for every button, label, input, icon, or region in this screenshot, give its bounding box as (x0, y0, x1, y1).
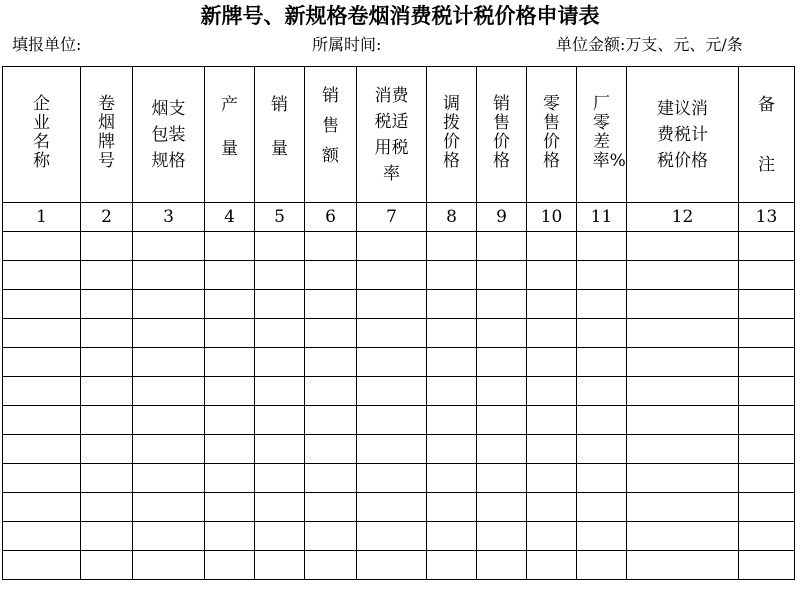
empty-cell[interactable] (477, 551, 527, 580)
empty-cell[interactable] (3, 406, 81, 435)
empty-cell[interactable] (477, 261, 527, 290)
column-number: 10 (527, 203, 577, 232)
empty-cell[interactable] (627, 290, 739, 319)
empty-cell[interactable] (255, 435, 305, 464)
empty-cell[interactable] (577, 348, 627, 377)
empty-cell[interactable] (527, 435, 577, 464)
table-row (3, 464, 795, 493)
empty-cell[interactable] (255, 522, 305, 551)
empty-cell[interactable] (255, 319, 305, 348)
column-number: 11 (577, 203, 627, 232)
empty-cell[interactable] (3, 522, 81, 551)
empty-cell[interactable] (739, 435, 795, 464)
empty-cell[interactable] (357, 348, 427, 377)
amount-unit-label: 单位金额:万支、元、元/条 (556, 35, 743, 54)
empty-cell[interactable] (3, 377, 81, 406)
empty-cell[interactable] (3, 551, 81, 580)
empty-cell[interactable] (205, 435, 255, 464)
empty-cell[interactable] (81, 406, 133, 435)
empty-cell[interactable] (577, 377, 627, 406)
empty-cell[interactable] (477, 290, 527, 319)
column-number: 12 (627, 203, 739, 232)
empty-cell[interactable] (527, 377, 577, 406)
empty-cell[interactable] (255, 377, 305, 406)
column-number: 1 (3, 203, 81, 232)
empty-cell[interactable] (205, 551, 255, 580)
empty-cell[interactable] (527, 232, 577, 261)
application-table (2, 66, 795, 580)
empty-cell[interactable] (305, 319, 357, 348)
empty-cell[interactable] (527, 290, 577, 319)
empty-cell[interactable] (739, 348, 795, 377)
empty-cell[interactable] (527, 464, 577, 493)
empty-cell[interactable] (305, 290, 357, 319)
empty-cell[interactable] (627, 522, 739, 551)
empty-cell[interactable] (305, 493, 357, 522)
empty-cell[interactable] (357, 493, 427, 522)
empty-cell[interactable] (81, 493, 133, 522)
empty-cell[interactable] (627, 232, 739, 261)
empty-cell[interactable] (3, 493, 81, 522)
table-row (3, 377, 795, 406)
header-cell-brand: 卷烟牌号 (81, 67, 133, 203)
empty-cell[interactable] (627, 493, 739, 522)
empty-cell[interactable] (739, 406, 795, 435)
empty-cell[interactable] (205, 348, 255, 377)
empty-cell[interactable] (205, 493, 255, 522)
empty-cell[interactable] (305, 261, 357, 290)
empty-cell[interactable] (205, 377, 255, 406)
empty-cell[interactable] (527, 406, 577, 435)
empty-cell[interactable] (3, 290, 81, 319)
empty-cell[interactable] (477, 348, 527, 377)
empty-cell[interactable] (133, 261, 205, 290)
empty-cell[interactable] (739, 493, 795, 522)
empty-cell[interactable] (133, 522, 205, 551)
empty-cell[interactable] (81, 319, 133, 348)
column-number: 13 (739, 203, 795, 232)
empty-cell[interactable] (357, 406, 427, 435)
empty-cell[interactable] (357, 290, 427, 319)
empty-cell[interactable] (739, 319, 795, 348)
empty-cell[interactable] (81, 464, 133, 493)
empty-cell[interactable] (357, 464, 427, 493)
empty-cell[interactable] (477, 232, 527, 261)
empty-cell[interactable] (427, 551, 477, 580)
empty-cell[interactable] (427, 406, 477, 435)
empty-cell[interactable] (739, 290, 795, 319)
empty-cell[interactable] (357, 551, 427, 580)
empty-cell[interactable] (627, 377, 739, 406)
empty-cell[interactable] (477, 493, 527, 522)
empty-cell[interactable] (305, 551, 357, 580)
empty-cell[interactable] (81, 348, 133, 377)
empty-cell[interactable] (427, 232, 477, 261)
empty-cell[interactable] (627, 464, 739, 493)
empty-cell[interactable] (477, 319, 527, 348)
empty-cell[interactable] (477, 464, 527, 493)
empty-cell[interactable] (133, 377, 205, 406)
empty-cell[interactable] (427, 290, 477, 319)
empty-cell[interactable] (577, 406, 627, 435)
empty-cell[interactable] (577, 551, 627, 580)
empty-cell[interactable] (627, 551, 739, 580)
empty-cell[interactable] (255, 406, 305, 435)
empty-cell[interactable] (133, 551, 205, 580)
empty-cell[interactable] (357, 377, 427, 406)
header-cell-sales-amount: 销售额 (305, 67, 357, 203)
table-row (3, 232, 795, 261)
empty-cell[interactable] (357, 232, 427, 261)
empty-cell[interactable] (133, 493, 205, 522)
empty-cell[interactable] (577, 319, 627, 348)
table-row (3, 319, 795, 348)
empty-cell[interactable] (255, 232, 305, 261)
empty-cell[interactable] (527, 319, 577, 348)
empty-cell[interactable] (81, 551, 133, 580)
empty-cell[interactable] (357, 319, 427, 348)
empty-cell[interactable] (305, 522, 357, 551)
header-row (3, 67, 795, 203)
empty-cell[interactable] (627, 319, 739, 348)
empty-cell[interactable] (81, 232, 133, 261)
table-row (3, 551, 795, 580)
table-row (3, 261, 795, 290)
empty-cell[interactable] (133, 319, 205, 348)
table-row (3, 435, 795, 464)
column-number: 3 (133, 203, 205, 232)
header-cell-margin-rate: 厂零差率% (577, 67, 627, 203)
header-cell-company: 企业名称 (3, 67, 81, 203)
header-cell-pack-spec: 烟支包装规格 (133, 67, 205, 203)
empty-cell[interactable] (255, 464, 305, 493)
column-number: 7 (357, 203, 427, 232)
header-cell-sales-price: 销售价格 (477, 67, 527, 203)
column-number: 2 (81, 203, 133, 232)
empty-cell[interactable] (577, 464, 627, 493)
empty-cell[interactable] (205, 522, 255, 551)
empty-cell[interactable] (305, 377, 357, 406)
empty-cell[interactable] (305, 435, 357, 464)
empty-cell[interactable] (577, 290, 627, 319)
empty-cell[interactable] (133, 348, 205, 377)
empty-cell[interactable] (527, 551, 577, 580)
empty-cell[interactable] (81, 377, 133, 406)
empty-cell[interactable] (427, 464, 477, 493)
empty-cell[interactable] (357, 261, 427, 290)
empty-cell[interactable] (133, 435, 205, 464)
empty-cell[interactable] (205, 232, 255, 261)
empty-cell[interactable] (739, 464, 795, 493)
empty-cell[interactable] (357, 522, 427, 551)
empty-cell[interactable] (577, 435, 627, 464)
empty-cell[interactable] (739, 232, 795, 261)
empty-cell[interactable] (255, 290, 305, 319)
empty-cell[interactable] (577, 522, 627, 551)
empty-cell[interactable] (739, 522, 795, 551)
empty-cell[interactable] (3, 435, 81, 464)
empty-cell[interactable] (427, 435, 477, 464)
empty-cell[interactable] (255, 493, 305, 522)
empty-cell[interactable] (627, 261, 739, 290)
header-cell-remarks: 备注 (739, 67, 795, 203)
empty-cell[interactable] (81, 290, 133, 319)
empty-cell[interactable] (205, 290, 255, 319)
empty-cell[interactable] (205, 464, 255, 493)
empty-cell[interactable] (527, 348, 577, 377)
empty-cell[interactable] (3, 261, 81, 290)
empty-cell[interactable] (739, 551, 795, 580)
empty-cell[interactable] (205, 261, 255, 290)
fill-unit-label: 填报单位: (12, 35, 82, 54)
empty-cell[interactable] (81, 435, 133, 464)
empty-cell[interactable] (3, 319, 81, 348)
period-label: 所属时间: (312, 35, 382, 54)
empty-cell[interactable] (427, 261, 477, 290)
header-cell-suggested-price: 建议消费税计税价格 (627, 67, 739, 203)
empty-cell[interactable] (255, 261, 305, 290)
header-cell-tax-rate: 消费税适用税率 (357, 67, 427, 203)
empty-cell[interactable] (3, 464, 81, 493)
empty-cell[interactable] (477, 377, 527, 406)
table-row (3, 406, 795, 435)
table-row (3, 348, 795, 377)
empty-cell[interactable] (477, 435, 527, 464)
empty-cell[interactable] (577, 493, 627, 522)
header-cell-sales-volume: 销量 (255, 67, 305, 203)
empty-cell[interactable] (3, 348, 81, 377)
empty-cell[interactable] (305, 464, 357, 493)
table-row (3, 522, 795, 551)
empty-cell[interactable] (81, 261, 133, 290)
empty-cell[interactable] (627, 406, 739, 435)
empty-cell[interactable] (427, 319, 477, 348)
table-row (3, 290, 795, 319)
empty-cell[interactable] (205, 319, 255, 348)
empty-cell[interactable] (427, 493, 477, 522)
empty-cell[interactable] (255, 348, 305, 377)
empty-cell[interactable] (133, 232, 205, 261)
empty-cell[interactable] (527, 261, 577, 290)
empty-cell[interactable] (3, 232, 81, 261)
column-number-row (3, 203, 795, 232)
empty-cell[interactable] (427, 348, 477, 377)
empty-cell[interactable] (255, 551, 305, 580)
table-row (3, 493, 795, 522)
empty-cell[interactable] (527, 522, 577, 551)
empty-cell[interactable] (477, 406, 527, 435)
empty-cell[interactable] (527, 493, 577, 522)
header-cell-output: 产量 (205, 67, 255, 203)
empty-cell[interactable] (577, 232, 627, 261)
column-number: 9 (477, 203, 527, 232)
column-number: 4 (205, 203, 255, 232)
empty-cell[interactable] (305, 232, 357, 261)
empty-cell[interactable] (305, 348, 357, 377)
empty-cell[interactable] (477, 522, 527, 551)
header-cell-transfer-price: 调拨价格 (427, 67, 477, 203)
empty-cell[interactable] (577, 261, 627, 290)
empty-cell[interactable] (305, 406, 357, 435)
column-number: 8 (427, 203, 477, 232)
empty-cell[interactable] (133, 406, 205, 435)
empty-cell[interactable] (205, 406, 255, 435)
empty-cell[interactable] (427, 377, 477, 406)
form-title: 新牌号、新规格卷烟消费税计税价格申请表 (200, 4, 600, 28)
empty-cell[interactable] (627, 435, 739, 464)
header-cell-retail-price: 零售价格 (527, 67, 577, 203)
column-number: 6 (305, 203, 357, 232)
empty-cell[interactable] (627, 348, 739, 377)
empty-cell[interactable] (427, 522, 477, 551)
empty-cell[interactable] (81, 522, 133, 551)
empty-cell[interactable] (739, 261, 795, 290)
column-number: 5 (255, 203, 305, 232)
empty-cell[interactable] (133, 464, 205, 493)
empty-cell[interactable] (133, 290, 205, 319)
empty-cell[interactable] (357, 435, 427, 464)
empty-cell[interactable] (739, 377, 795, 406)
